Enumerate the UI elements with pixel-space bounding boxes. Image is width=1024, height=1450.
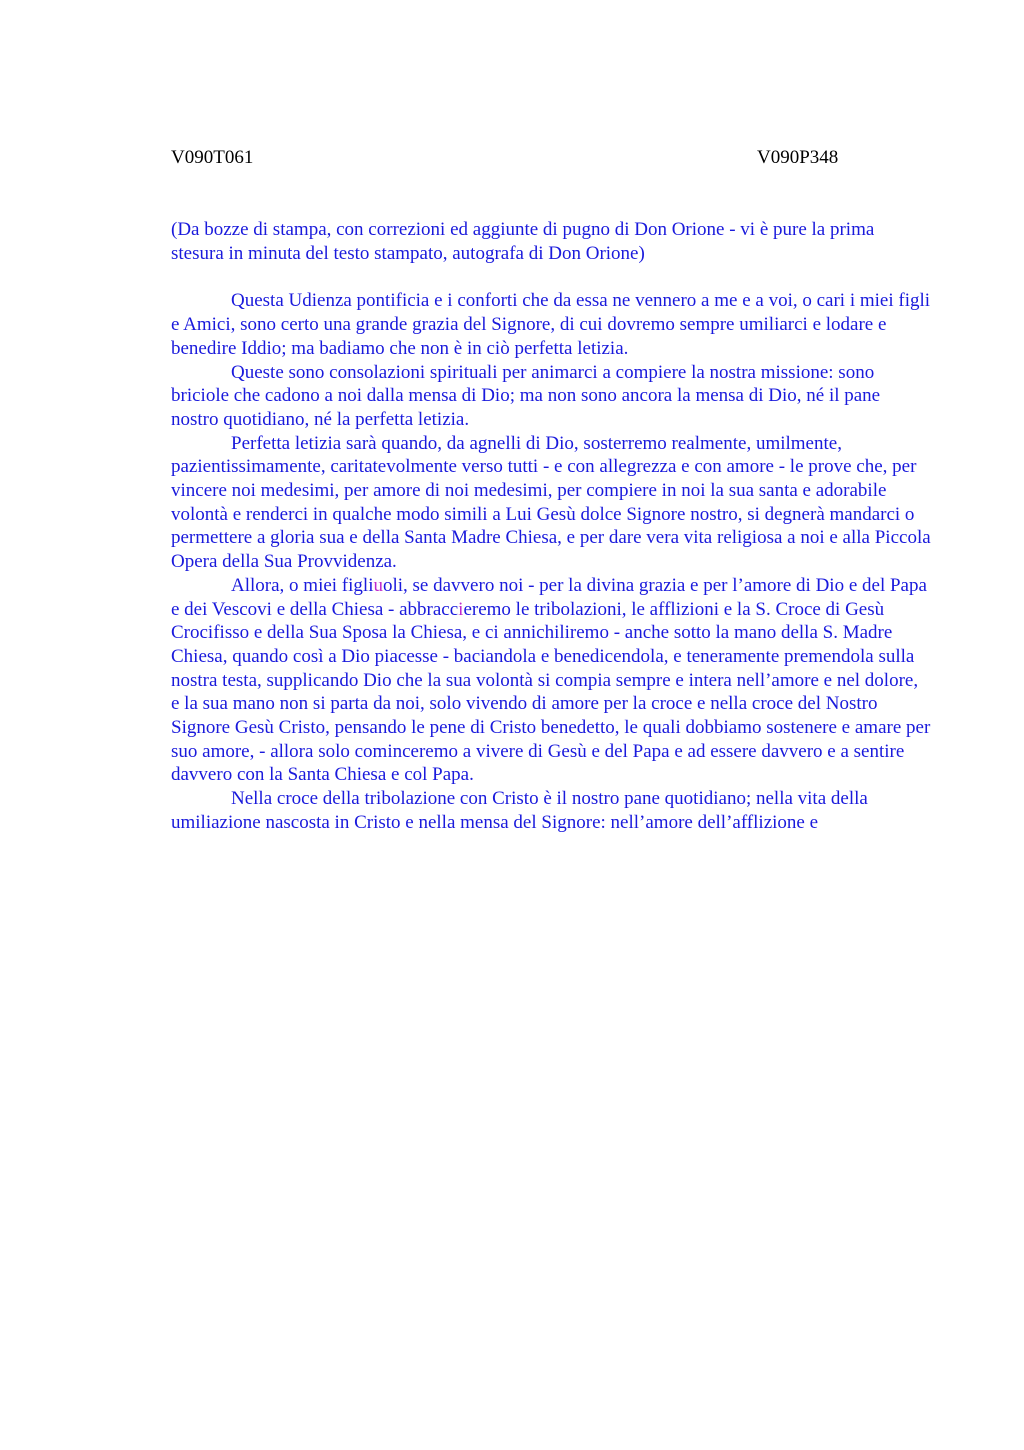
paragraph-4-text-a: Allora, o miei figli (231, 574, 374, 596)
document-code-right: V090P348 (757, 147, 839, 168)
paragraph-3: Perfetta letizia sarà quando, da agnelli di Dio, sosterremo realmente, umilmente, pazientissimamente, caritatevolmente verso tutti - e con allegrezza e con amore - le prove che, per vincere noi medesimi, per amore di noi medesimi, per compiere in noi la sua santa e adorabile volontà e renderci in qualche modo simili a Lui Gesù dolce Signore nostro, si degnerà mandarci o permettere a gloria sua e della Santa Madre Chiesa, e per dare vera vita religiosa a noi e alla Piccola Opera della Sua Provvidenza. (171, 432, 931, 573)
source-note: (Da bozze di stampa, con correzioni ed aggiunte di pugno di Don Orione - vi è pure la prima stesura in minuta del testo stampato, autografa di Don Orione) (171, 219, 875, 264)
paragraph-1: Questa Udienza pontificia e i conforti che da essa ne vennero a me e a voi, o cari i miei figli e Amici, sono certo una grande grazia del Signore, di cui dovremo sempre umiliarci e lodare e benedire Iddio; ma badiamo che non è in ciò perfetta letizia. (171, 290, 931, 359)
document-body (171, 218, 931, 835)
handwritten-correction: i (458, 598, 464, 620)
paragraph-5: Nella croce della tribolazione con Cristo è il nostro pane quotidiano; nella vita della umiliazione nascosta in Cristo e nella mensa del Signore: nell’amore dell’afflizione e (171, 788, 868, 833)
document-code-left: V090T061 (171, 147, 254, 168)
paragraph-4 (171, 574, 931, 787)
page-header (171, 147, 931, 171)
paragraph-4-text-b: oli, se davvero noi - per la divina grazia e per l’amore di Dio e del Papa e dei Vescovi e della Chiesa - abbracc (171, 574, 927, 620)
paragraph-4-text-c: eremo le tribolazioni, le afflizioni e la S. Croce di Gesù Crocifisso e della Sua Sposa la Chiesa, e ci annichiliremo - anche sotto la mano della S. Madre Chiesa, quando così a Dio piacesse - baciandola e benedicendola, e teneramente premendola sulla nostra testa, supplicando Dio che la sua volontà si compia sempre e intera nell’amore e nel dolore, e la sua mano non si parta da noi, solo vivendo di amore per la croce e nella croce del Nostro Signore Gesù Cristo, pensando le pene di Cristo benedetto, le quali dobbiamo sostenere e amare per suo amore, - allora solo cominceremo a vivere di Gesù e del Papa e ad essere davvero e a sentire davvero con la Santa Chiesa e col Papa. (171, 598, 931, 786)
paragraph-2: Queste sono consolazioni spirituali per animarci a compiere la nostra missione: sono briciole che cadono a noi dalla mensa di Dio; ma non sono ancora la mensa di Dio, né il pane nostro quotidiano, né la perfetta letizia. (171, 361, 881, 430)
handwritten-correction: u (373, 574, 383, 596)
